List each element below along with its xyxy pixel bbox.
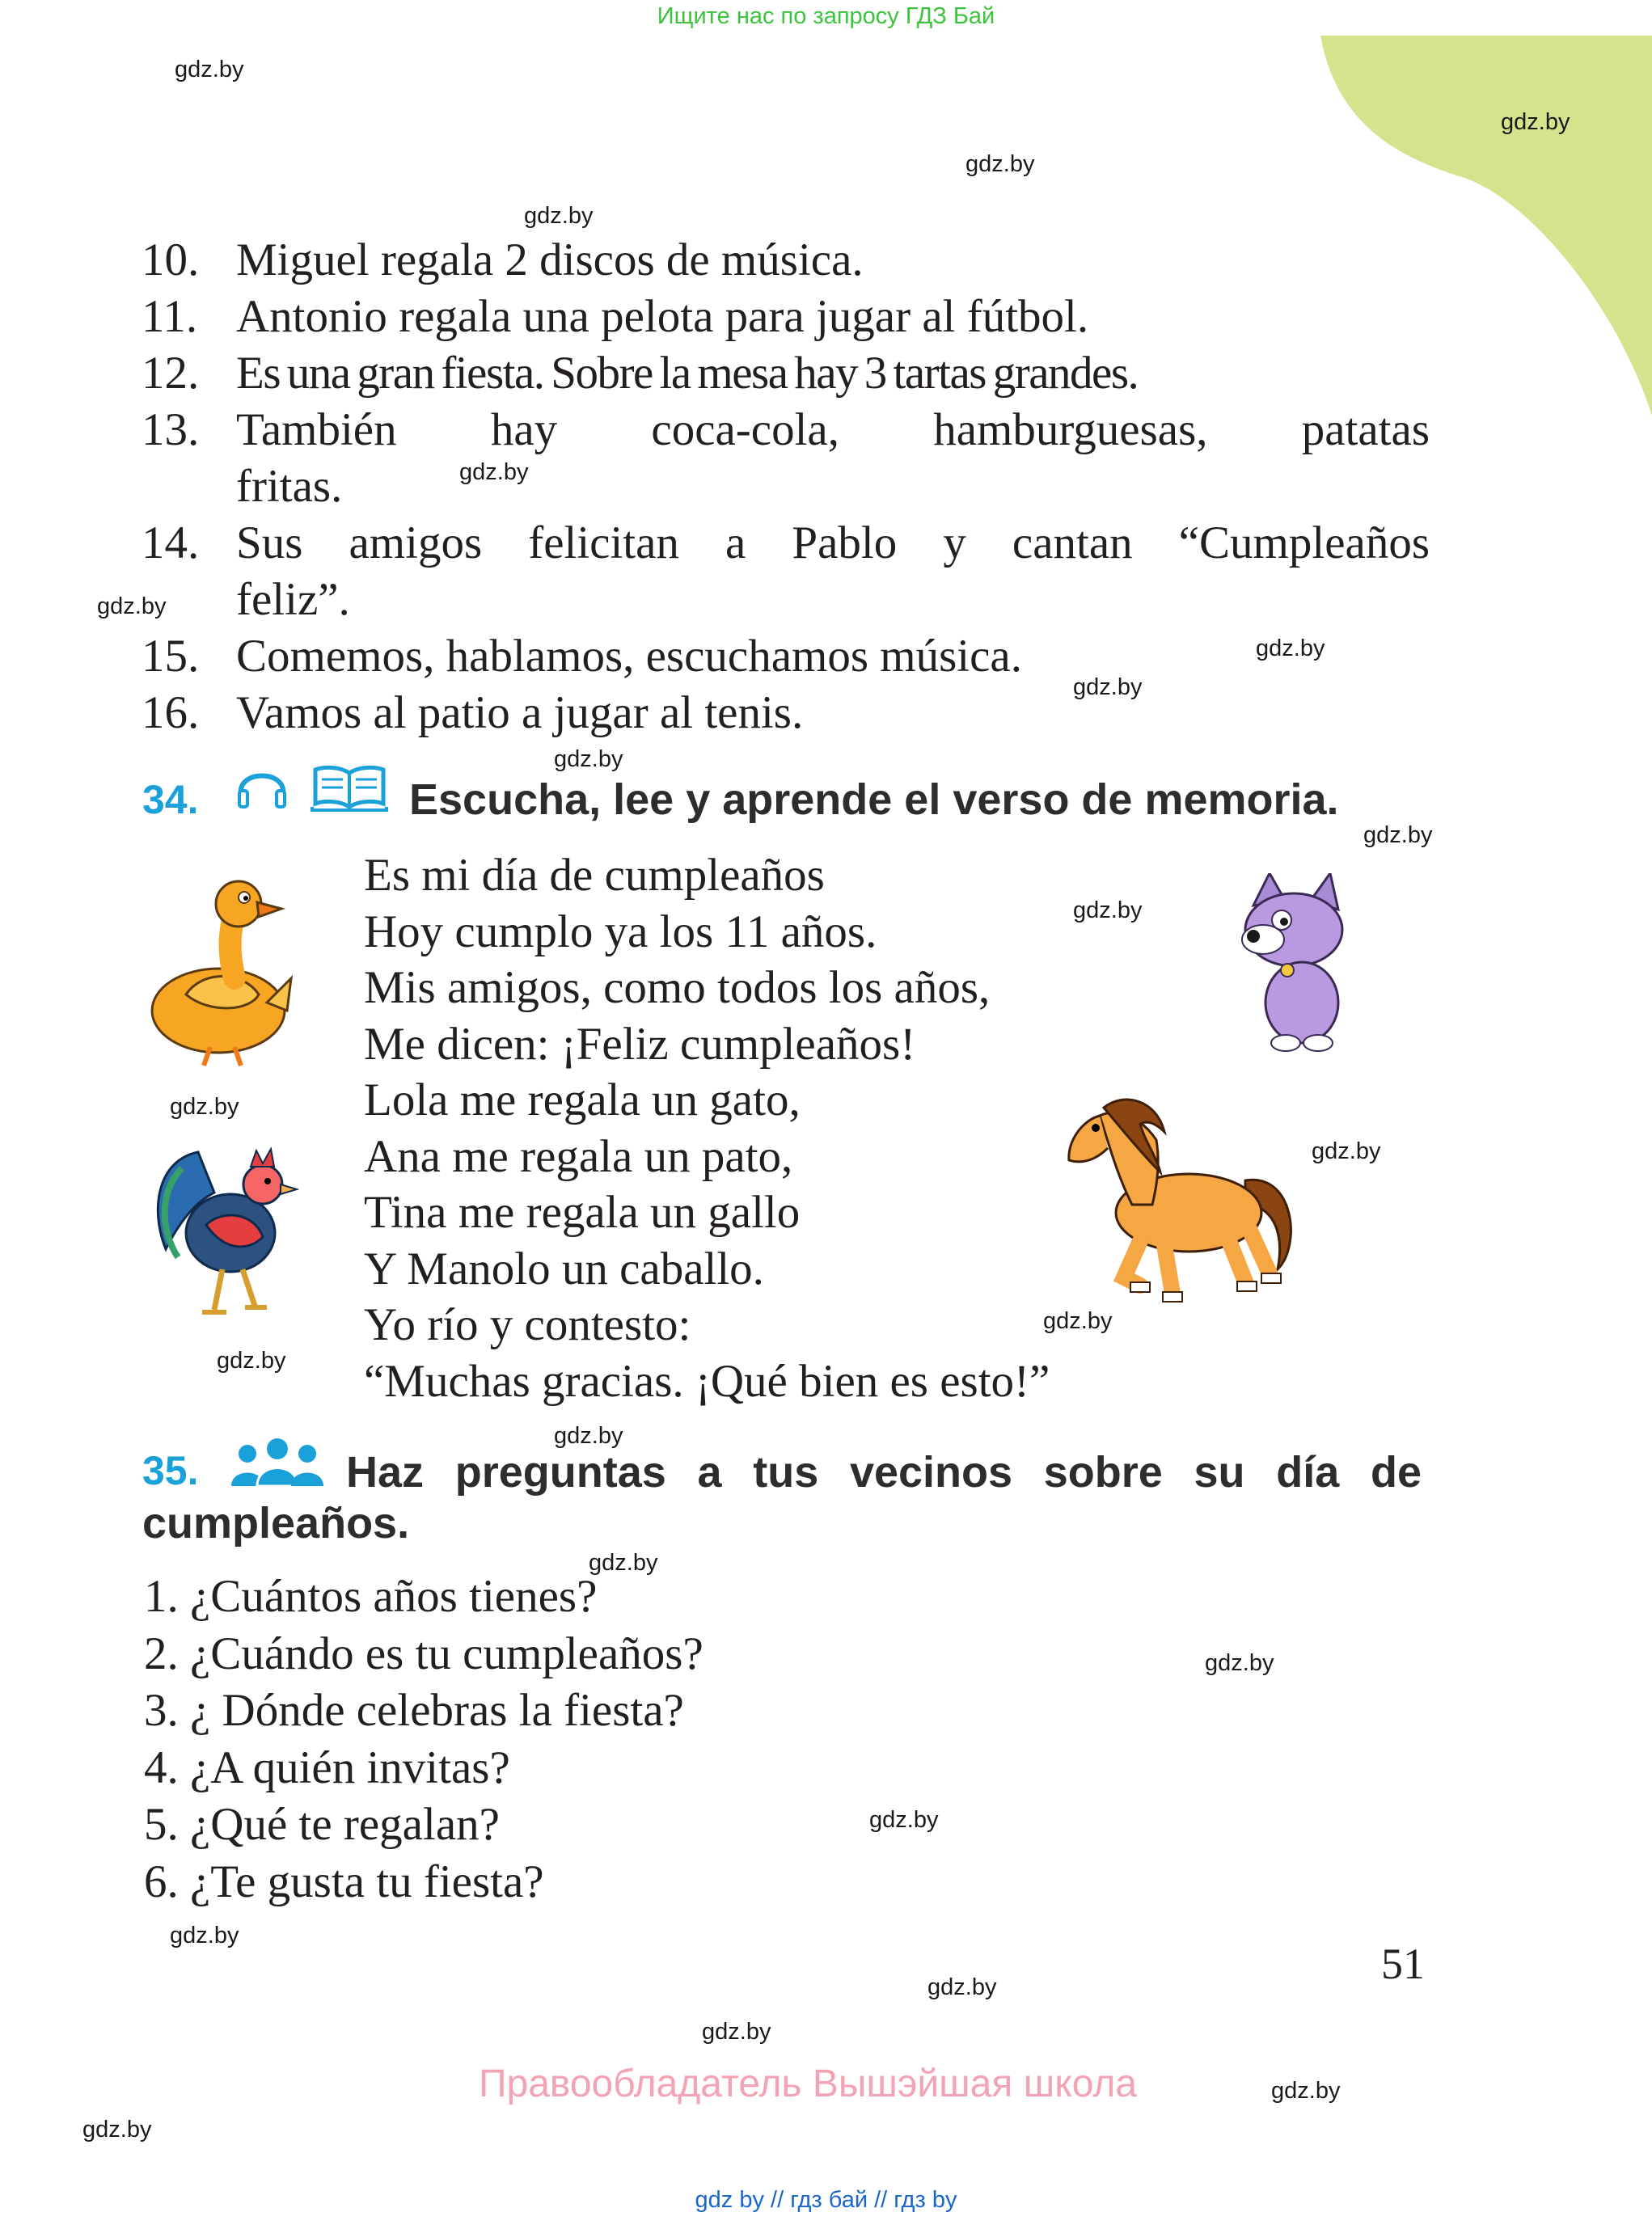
question-item: 2. ¿Cuándo es tu cumpleaños?: [144, 1628, 703, 1679]
watermark: gdz.by: [927, 1974, 997, 2000]
poem-line: Y Manolo un caballo.: [364, 1243, 764, 1294]
poem-line: Lola me regala un gato,: [364, 1075, 801, 1125]
watermark: gdz.by: [1363, 822, 1433, 848]
item-text: Miguel regala 2 discos de música.: [236, 234, 864, 285]
poem-line: “Muchas gracias. ¡Qué bien es esto!”: [364, 1355, 1050, 1407]
watermark: gdz.by: [965, 151, 1035, 177]
watermark: gdz.by: [1256, 635, 1325, 661]
item-text-continued: feliz”.: [236, 574, 350, 625]
item-text-continued: fritas.: [236, 461, 343, 512]
poem: [364, 847, 1050, 1409]
watermark: gdz.by: [175, 57, 244, 82]
watermark: gdz.by: [1271, 2078, 1341, 2104]
question-item: 6. ¿Te gusta tu fiesta?: [144, 1856, 544, 1907]
item-number: 14.: [142, 517, 200, 568]
watermark: gdz.by: [869, 1807, 939, 1833]
watermark: gdz.by: [82, 2117, 152, 2143]
watermark: gdz.by: [589, 1550, 658, 1576]
item-number: 11.: [142, 291, 198, 342]
watermark: gdz.by: [170, 1094, 239, 1120]
list-item: [142, 515, 1435, 628]
poem-line: Me dicen: ¡Feliz cumpleaños!: [364, 1018, 916, 1070]
item-number: 15.: [142, 631, 200, 682]
question-item: 1. ¿Cuántos años tienes?: [144, 1571, 598, 1622]
question-item: 5. ¿Qué te regalan?: [144, 1799, 500, 1850]
list-item: [142, 628, 1435, 685]
poem-line: Es mi día de cumpleaños: [364, 850, 825, 901]
watermark: gdz.by: [554, 746, 623, 772]
watermark: gdz.by: [1043, 1308, 1113, 1334]
list-item: [142, 345, 1435, 402]
item-text: Vamos al patio a jugar al tenis.: [236, 687, 804, 738]
watermark: gdz.by: [1501, 109, 1570, 135]
question-item: 4. ¿A quién invitas?: [144, 1742, 510, 1793]
open-book-icon: [311, 763, 388, 813]
item-text: Antonio regala una pelota para jugar al fútbol.: [236, 291, 1089, 342]
horse-illustration: [1059, 1083, 1302, 1326]
watermark: gdz.by: [554, 1423, 623, 1449]
watermark: gdz.by: [170, 1923, 239, 1948]
watermark: gdz.by: [97, 593, 167, 619]
item-number: 12.: [142, 348, 200, 399]
question-list: [144, 1568, 703, 1910]
duck-illustration: [137, 873, 299, 1071]
exercise-34-number: 34.: [142, 777, 199, 822]
top-banner[interactable]: Ищите нас по запросу ГДЗ Бай: [657, 3, 995, 29]
list-item: [142, 685, 1435, 741]
item-text: Es una gran fiesta. Sobre la mesa hay 3 tartas grandes.: [236, 348, 1139, 399]
exercise-35-title-continued: cumpleaños.: [142, 1499, 410, 1547]
group-icon: [230, 1438, 325, 1488]
list-item: [142, 232, 1435, 289]
exercise-35-title: Haz preguntas a tus vecinos sobre su día de: [346, 1448, 1422, 1497]
exercise-34-title: Escucha, lee y aprende el verso de memoria.: [409, 775, 1339, 824]
item-number: 13.: [142, 404, 200, 455]
question-item: 3. ¿ Dónde celebras la fiesta?: [144, 1685, 684, 1736]
item-number: 16.: [142, 687, 200, 738]
list-item: [142, 289, 1435, 345]
poem-line: Mis amigos, como todos los años,: [364, 962, 991, 1013]
cat-illustration: [1237, 873, 1358, 1059]
watermark: gdz.by: [524, 203, 594, 229]
watermark: gdz.by: [217, 1348, 286, 1374]
poem-line: Tina me regala un gallo: [364, 1187, 801, 1238]
headphones-icon: [234, 762, 289, 812]
watermark: gdz.by: [1205, 1650, 1274, 1676]
watermark: gdz.by: [459, 459, 529, 485]
watermark: gdz.by: [1073, 674, 1143, 700]
rooster-illustration: [150, 1136, 299, 1330]
copyright-notice: Правообладатель Вышэйшая школа: [479, 2062, 1138, 2105]
poem-line: Ana me regala un pato,: [364, 1130, 793, 1182]
poem-line: Yo río y contesto:: [364, 1299, 691, 1350]
footer-links[interactable]: gdz by // гдз бай // гдз by: [695, 2187, 957, 2213]
watermark: gdz.by: [1073, 897, 1143, 923]
item-text: Comemos, hablamos, escuchamos música.: [236, 631, 1022, 682]
exercise-35-number: 35.: [142, 1448, 199, 1493]
watermark: gdz.by: [702, 2019, 771, 2045]
watermark: gdz.by: [1312, 1138, 1381, 1164]
item-number: 10.: [142, 234, 200, 285]
page-number: 51: [1381, 1940, 1425, 1988]
poem-line: Hoy cumplo ya los 11 años.: [364, 906, 877, 957]
item-text: También hay coca-cola, hamburguesas, patatas: [236, 404, 1430, 455]
item-text: Sus amigos felicitan a Pablo y cantan “Cumpleaños: [236, 517, 1430, 568]
list-item: [142, 402, 1435, 515]
